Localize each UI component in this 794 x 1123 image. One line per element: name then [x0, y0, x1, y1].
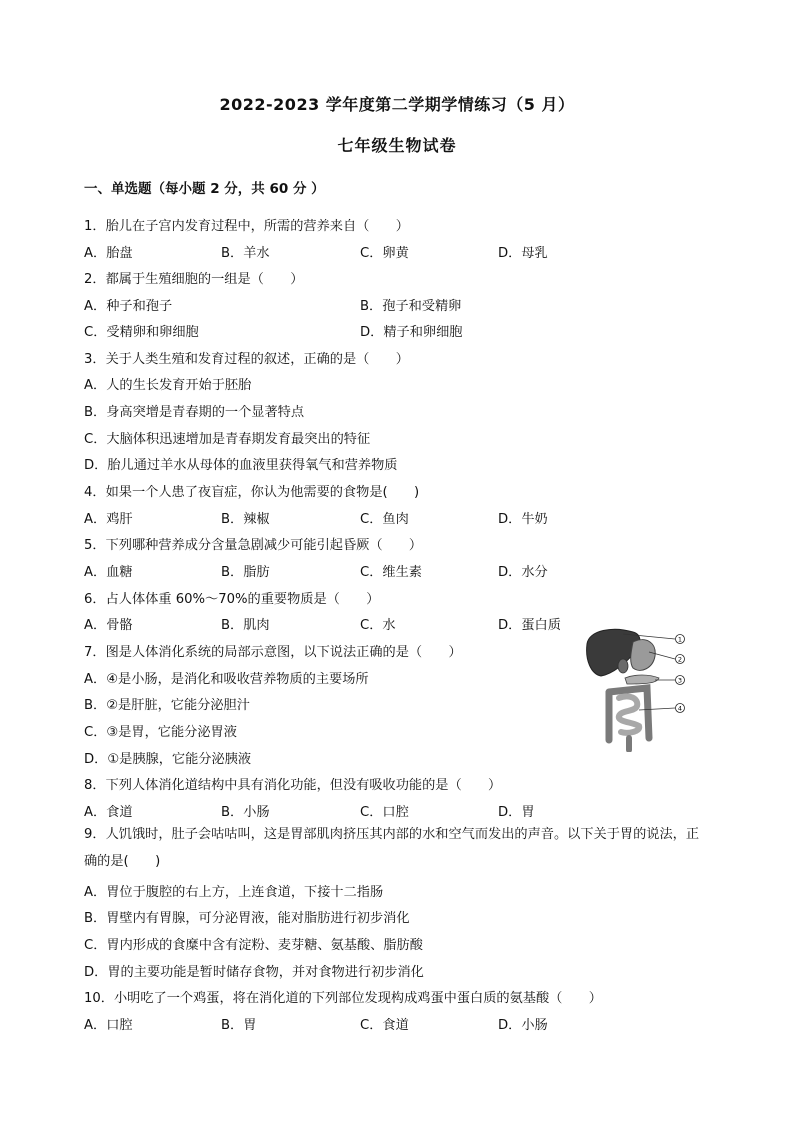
question-5-stem: 5．下列哪种营养成分含量急剧减少可能引起昏厥（ ）: [84, 538, 423, 553]
question-7-option-d: D．①是胰腺，它能分泌胰液: [84, 752, 252, 767]
question-1-stem: 1．胎儿在子宫内发育过程中，所需的营养来自（ ）: [84, 219, 409, 234]
question-9-option-a: A．胃位于腹腔的右上方，上连食道，下接十二指肠: [84, 885, 384, 900]
question-2-stem: 2．都属于生殖细胞的一组是（ ）: [84, 272, 304, 287]
option-b: B．羊水: [221, 246, 270, 261]
svg-text:1: 1: [677, 635, 683, 644]
option-b: B．胃: [221, 1018, 257, 1033]
question-8-options: [84, 801, 724, 821]
option-b: B．孢子和受精卵: [360, 299, 462, 314]
question-4-stem: 4．如果一个人患了夜盲症，你认为他需要的食物是( ): [84, 485, 420, 500]
option-d: D．牛奶: [498, 512, 548, 527]
option-a: A．胎盘: [84, 246, 133, 261]
question-2-options-row1: [84, 295, 724, 315]
option-d: D．母乳: [498, 246, 548, 261]
question-3-stem: 3．关于人类生殖和发育过程的叙述，正确的是（ ）: [84, 352, 409, 367]
question-5-options: [84, 561, 724, 581]
option-a: A．口腔: [84, 1018, 133, 1033]
question-6-stem: 6．占人体体重 60%～70%的重要物质是（ ）: [84, 592, 380, 607]
question-2-options-row2: [84, 321, 724, 341]
question-9-option-d: D．胃的主要功能是暂时储存食物，并对食物进行初步消化: [84, 965, 424, 980]
option-a: A．骨骼: [84, 618, 133, 633]
question-9-stem: 9．人饥饿时，肚子会咕咕叫，这是胃部肌肉挤压其内部的水和空气而发出的声音。以下关于胃的说法，正确的是( ): [84, 827, 700, 869]
option-c: C．维生素: [360, 565, 422, 580]
digestive-system-diagram-icon: [583, 622, 693, 752]
question-7-option-c: C．③是胃，它能分泌胃液: [84, 725, 237, 740]
option-a: A．种子和孢子: [84, 299, 173, 314]
option-c: C．受精卵和卵细胞: [84, 325, 199, 340]
question-8-stem: 8．下列人体消化道结构中具有消化功能，但没有吸收功能的是（ ）: [84, 778, 502, 793]
option-d: D．水分: [498, 565, 548, 580]
question-1-options: [84, 242, 724, 262]
option-a: A．鸡肝: [84, 512, 133, 527]
svg-text:4: 4: [677, 704, 683, 713]
option-c: C．口腔: [360, 805, 409, 820]
exam-subtitle: 七年级生物试卷: [337, 136, 457, 155]
question-10-options: [84, 1014, 724, 1034]
option-b: B．脂肪: [221, 565, 270, 580]
section-title: 一、单选题（每小题 2 分，共 60 分 ）: [84, 181, 325, 197]
option-b: B．肌肉: [221, 618, 270, 633]
question-10-stem: 10．小明吃了一个鸡蛋，将在消化道的下列部位发现构成鸡蛋中蛋白质的氨基酸（ ）: [84, 991, 602, 1006]
question-9-option-b: B．胃壁内有胃腺，可分泌胃液，能对脂肪进行初步消化: [84, 911, 410, 926]
question-3-option-d: D．胎儿通过羊水从母体的血液里获得氧气和营养物质: [84, 458, 398, 473]
option-c: C．水: [360, 618, 396, 633]
question-7-option-b: B．②是肝脏，它能分泌胆汁: [84, 698, 250, 713]
option-d: D．小肠: [498, 1018, 548, 1033]
option-d: D．精子和卵细胞: [360, 325, 463, 340]
option-c: C．卵黄: [360, 246, 409, 261]
option-a: A．血糖: [84, 565, 133, 580]
svg-text:3: 3: [677, 676, 683, 685]
option-d: D．蛋白质: [498, 618, 561, 633]
option-c: C．鱼肉: [360, 512, 409, 527]
question-9-option-c: C．胃内形成的食糜中含有淀粉、麦芽糖、氨基酸、脂肪酸: [84, 938, 423, 953]
question-3-option-a: A．人的生长发育开始于胚胎: [84, 378, 252, 393]
option-b: B．小肠: [221, 805, 270, 820]
option-a: A．食道: [84, 805, 133, 820]
question-4-options: [84, 508, 724, 528]
question-3-option-b: B．身高突增是青春期的一个显著特点: [84, 405, 305, 420]
exam-title: 2022-2023 学年度第二学期学情练习（5 月）: [219, 95, 575, 114]
option-b: B．辣椒: [221, 512, 270, 527]
option-c: C．食道: [360, 1018, 409, 1033]
option-d: D．胃: [498, 805, 535, 820]
question-7-option-a: A．④是小肠，是消化和吸收营养物质的主要场所: [84, 672, 369, 687]
question-3-option-c: C．大脑体积迅速增加是青春期发育最突出的特征: [84, 432, 371, 447]
question-7-stem: 7．图是人体消化系统的局部示意图，以下说法正确的是（ ）: [84, 645, 462, 660]
svg-text:2: 2: [677, 655, 683, 664]
